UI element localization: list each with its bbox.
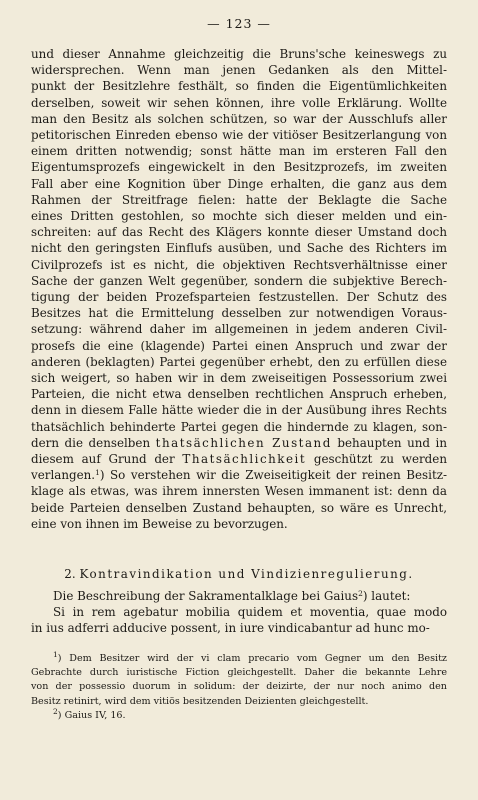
text-line: verlangen.$^1$) So verstehen wir die Zweiseitigkeit der reinen Besitz- xyxy=(31,468,448,483)
text-line: Fall aber eine Kognition über Dinge erhalten, die ganz aus dem xyxy=(31,176,447,191)
text-line: denn in diesem Falle hätte wieder die in der Ausübung ihres Rechts xyxy=(31,403,447,418)
text-line: petitorischen Einreden ebenso wie der vitiöser Besitzerlangung von xyxy=(31,128,447,143)
text-line: Eigentumsprozefs eingewickelt in den Besitzprozefs, im zweiten xyxy=(31,160,447,175)
text-line xyxy=(31,435,447,451)
footnote-marker: 2 xyxy=(53,706,58,716)
text-segment: behaupten und in xyxy=(337,435,448,450)
text-line: eines Dritten gestohlen, so mochte sich dieser melden und ein- xyxy=(31,209,447,224)
emphasized-text: thatsächlichen Zustand xyxy=(155,435,332,450)
text-line: prosefs die eine (klagende) Partei einen Anspruch und zwar der xyxy=(31,338,447,353)
text-line: setzung: während daher im allgemeinen in jedem anderen Civil- xyxy=(31,322,447,337)
text-segment: ) lautet: xyxy=(362,589,411,603)
footnotes xyxy=(31,652,447,723)
text-line: thatsächlich behinderte Partei gegen die hindernde zu klagen, son- xyxy=(31,419,447,434)
text-line: Rahmen der Streitfrage fielen: hatte der Beklagte die Sache xyxy=(31,192,447,207)
text-line: Parteien, die nicht etwa denselben rechtlichen Anspruch erheben, xyxy=(31,387,447,402)
text-line: punkt der Besitzlehre festhält, so finden die Eigentümlichkeiten xyxy=(31,79,447,94)
text-line: beide Parteien denselben Zustand behaupten, so wäre es Unrecht, xyxy=(31,500,447,515)
section-paragraph xyxy=(31,588,447,637)
footnote-ref: 1 xyxy=(95,468,100,478)
text-line: Civilprozefs ist es nicht, die objektiven Rechtsverhältnisse einer xyxy=(31,257,447,272)
footnote-ref: 2 xyxy=(358,589,363,598)
text-line: widersprechen. Wenn man jenen Gedanken als den Mittel- xyxy=(31,63,447,78)
text-line xyxy=(31,588,447,604)
text-line xyxy=(31,451,447,467)
text-segment: geschützt zu werden xyxy=(313,452,447,467)
footnote-line: Besitz retinirt, wird dem vitiös besitzenden Deizienten gleichgestellt. xyxy=(31,695,369,707)
section-number: 2. xyxy=(64,567,76,581)
footnote: $^1$) Dem Besitzer wird der vi clam precario vom Gegner um den Besitz xyxy=(53,650,447,664)
text-line: eine von ihnen im Beweise zu bevorzugen. xyxy=(31,516,288,531)
text-line: nicht den geringsten Einflufs ausüben, und Sache des Richters im xyxy=(31,241,447,256)
page-number: — 123 — xyxy=(207,16,271,31)
text-line: Sache der ganzen Welt gegenüber, sondern die subjektive Berech- xyxy=(31,273,447,288)
body-paragraph xyxy=(31,46,447,532)
text-line: Besitzes hat die Ermittelung desselben zur notwendigen Voraus- xyxy=(31,306,447,321)
text-line: und dieser Annahme gleichzeitig die Bruns'sche keineswegs zu xyxy=(31,47,447,61)
text-segment: diesem auf Grund der xyxy=(31,452,175,467)
text-line: sich weigert, so haben wir in dem zweiseitigen Possessorium zwei xyxy=(31,371,447,386)
section-title: Kontravindikation und Vindizienregulierung. xyxy=(79,567,414,581)
text-line: tigung der beiden Prozefsparteien festzustellen. Der Schutz des xyxy=(31,290,447,305)
emphasized-text: Thatsächlichkeit xyxy=(182,452,307,467)
text-segment: Die Beschreibung der Sakramentalklage bei Gaius xyxy=(53,589,359,603)
footnote-marker: 1 xyxy=(53,650,58,659)
text-segment: dern die denselben xyxy=(31,435,151,450)
text-segment: So verstehen wir die Zweiseitigkeit der reinen Besitz- xyxy=(110,468,448,483)
footnote-text: Dem Besitzer wird der vi clam precario vom Gegner um den Besitz xyxy=(69,653,447,664)
text-line: man den Besitz als solchen schützen, so war der Ausschlufs aller xyxy=(31,111,447,126)
text-line: anderen (beklagten) Partei gegenüber erhebt, den zu erfüllen diese xyxy=(31,354,447,369)
text-line: schreiten: auf das Recht des Klägers konnte dieser Umstand doch xyxy=(31,225,447,240)
text-line: Si in rem agebatur mobilia quidem et moventia, quae modo xyxy=(53,605,447,620)
section-heading xyxy=(0,566,478,582)
text-line: klage als etwas, was ihrem innersten Wesen immanent ist: denn da xyxy=(31,484,447,499)
text-line: einem dritten notwendig; sonst hätte man im ersteren Fall den xyxy=(31,144,447,159)
footnote-line: Gebrachte durch iuristische Fiction gleichgestellt. Daher die bekannte Lehre xyxy=(31,667,447,679)
footnote-text: Gaius IV, 16. xyxy=(64,709,126,721)
footnote: $^2$) Gaius IV, 16. xyxy=(53,706,126,721)
text-line: in ius adferri adducive possent, in iure vindicabantur ad hunc mo- xyxy=(31,621,430,636)
text-line: derselben, soweit wir sehen können, ihre volle Erklärung. Wollte xyxy=(31,95,447,110)
footnote-line: von der possessio duorum in solidum: der deizirte, der nur noch animo den xyxy=(31,681,447,693)
text-segment: verlangen. xyxy=(31,468,96,483)
